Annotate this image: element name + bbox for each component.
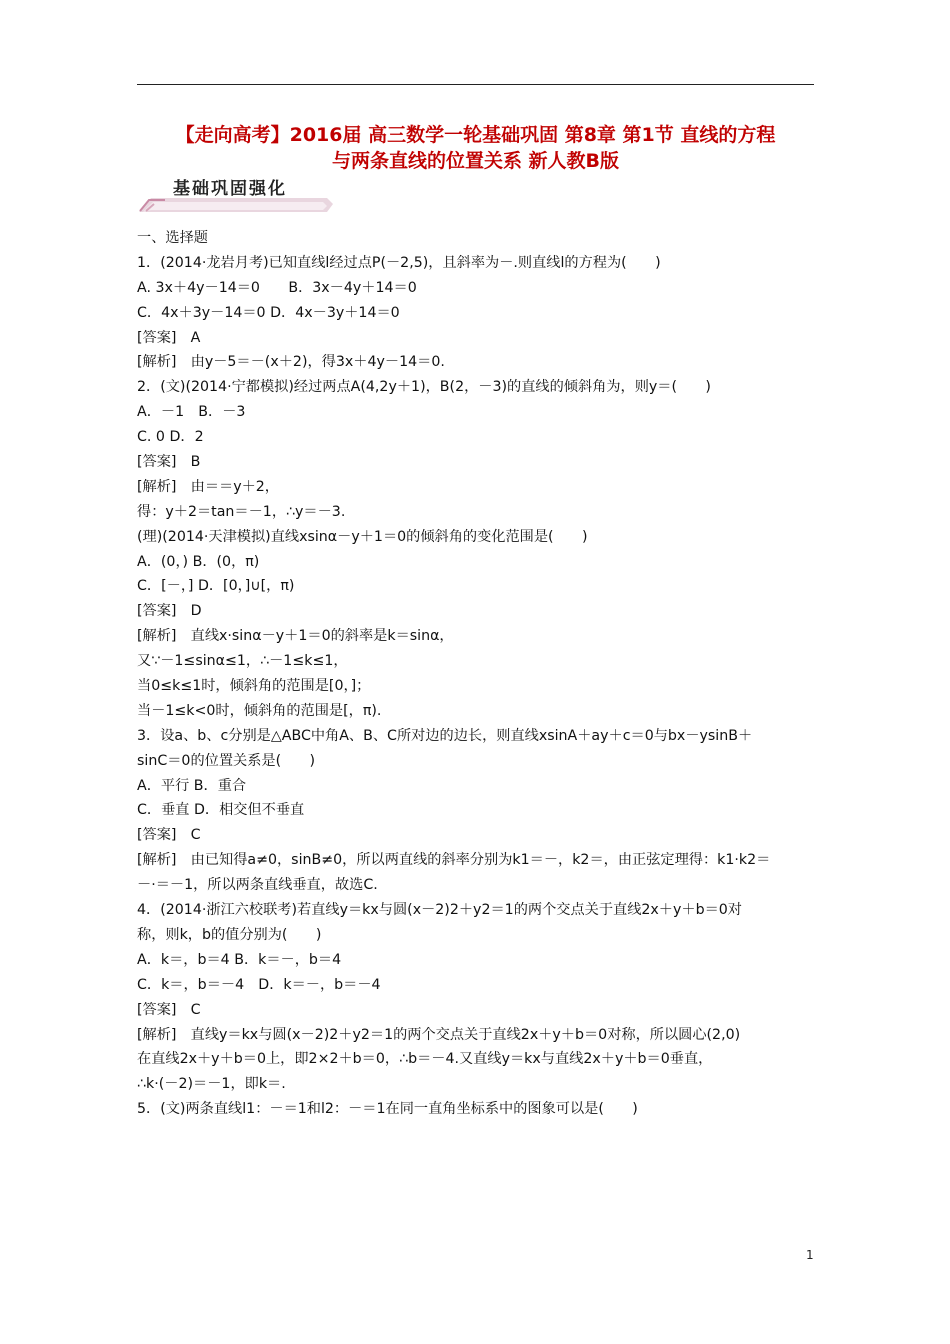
text-line: [答案] D [137, 603, 202, 620]
text-line: C．4x＋3y－14＝0 D．4x－3y＋14＝0 [137, 304, 400, 321]
document-body [137, 226, 817, 1122]
text-line: [解析] 直线y＝kx与圆(x－2)2＋y2＝1的两个交点关于直线2x＋y＋b＝0对称，所以圆心(2,0) [137, 1026, 741, 1043]
text-line: [答案] C [137, 1001, 201, 1018]
text-line: A．－1 B．－3 [137, 404, 246, 421]
text-line: (理)(2014·天津模拟)直线xsinα－y＋1＝0的倾斜角的变化范围是( ) [137, 528, 588, 545]
text-line: 一、选择题 [137, 230, 208, 246]
text-line: 当0≤k≤1时，倾斜角的范围是[0，]； [137, 678, 371, 695]
text-line: [解析] 由＝＝y＋2， [137, 478, 279, 495]
text-line: C．垂直 D．相交但不垂直 [137, 802, 305, 819]
text-line: 又∵－1≤sinα≤1，∴－1≤k≤1， [137, 653, 348, 670]
text-line: C．[－，] D．[0，]∪[，π) [137, 578, 295, 595]
text-line: [解析] 由y－5＝－(x＋2)，得3x＋4y－14＝0. [137, 354, 445, 371]
text-line: C. 0 D．2 [137, 429, 204, 446]
text-line: 3．设a、b、c分别是△ABC中角A、B、C所对边的边长，则直线xsinA＋ay＋c＝0与bx－ysinB＋ [137, 727, 753, 744]
text-line: 当－1≤k<0时，倾斜角的范围是[，π). [137, 702, 382, 719]
title-line-1: 【走向高考】2016届 高三数学一轮基础巩固 第8章 第1节 直线的方程 [175, 124, 776, 146]
text-line: 1．(2014·龙岩月考)已知直线l经过点P(－2,5)，且斜率为－.则直线l的方程为( ) [137, 254, 661, 271]
text-line: 4．(2014·浙江六校联考)若直线y＝kx与圆(x－2)2＋y2＝1的两个交点关于直线2x＋y＋b＝0对 [137, 902, 742, 919]
text-line: ∴k·(－2)＝－1，即k＝. [137, 1076, 286, 1093]
banner-label: 基础巩固强化 [173, 179, 287, 199]
section-banner [137, 178, 337, 212]
text-line: A. 3x＋4y－14＝0 B．3x－4y＋14＝0 [137, 279, 417, 296]
page-number: 1 [806, 1248, 814, 1262]
title-line-2: 与两条直线的位置关系 新人教B版 [331, 150, 620, 172]
text-line: [答案] A [137, 329, 201, 346]
text-line: －·＝－1，所以两条直线垂直，故选C. [137, 877, 378, 894]
text-line: C．k＝，b＝－4 D．k＝－，b＝－4 [137, 976, 381, 993]
text-line: [解析] 由已知得a≠0，sinB≠0，所以两直线的斜率分别为k1＝－，k2＝，由正弦定理得：k1·k2＝ [137, 852, 771, 869]
text-line: 得：y＋2＝tan＝－1，∴y＝－3. [137, 503, 346, 520]
text-line: [解析] 直线x·sinα－y＋1＝0的斜率是k＝sinα， [137, 628, 454, 645]
document-title [137, 122, 814, 174]
text-line: A．平行 B．重合 [137, 777, 247, 794]
text-line: A．k＝，b＝4 B．k＝－，b＝4 [137, 951, 342, 968]
text-line: A．(0，) B．(0，π) [137, 553, 260, 570]
text-line: 2．(文)(2014·宁都模拟)经过两点A(4,2y＋1)，B(2，－3)的直线的倾斜角为，则y＝( ) [137, 379, 711, 396]
text-line: 称，则k，b的值分别为( ) [137, 926, 322, 943]
text-line: 5．(文)两条直线l1：－＝1和l2：－＝1在同一直角坐标系中的图象可以是( ) [137, 1101, 638, 1118]
header-rule [137, 84, 814, 85]
text-line: [答案] C [137, 827, 201, 844]
text-line: 在直线2x＋y＋b＝0上，即2×2＋b＝0，∴b＝－4.又直线y＝kx与直线2x＋y＋b＝0垂直， [137, 1051, 713, 1068]
text-line: [答案] B [137, 454, 201, 471]
text-line: sinC＝0的位置关系是( ) [137, 752, 316, 769]
